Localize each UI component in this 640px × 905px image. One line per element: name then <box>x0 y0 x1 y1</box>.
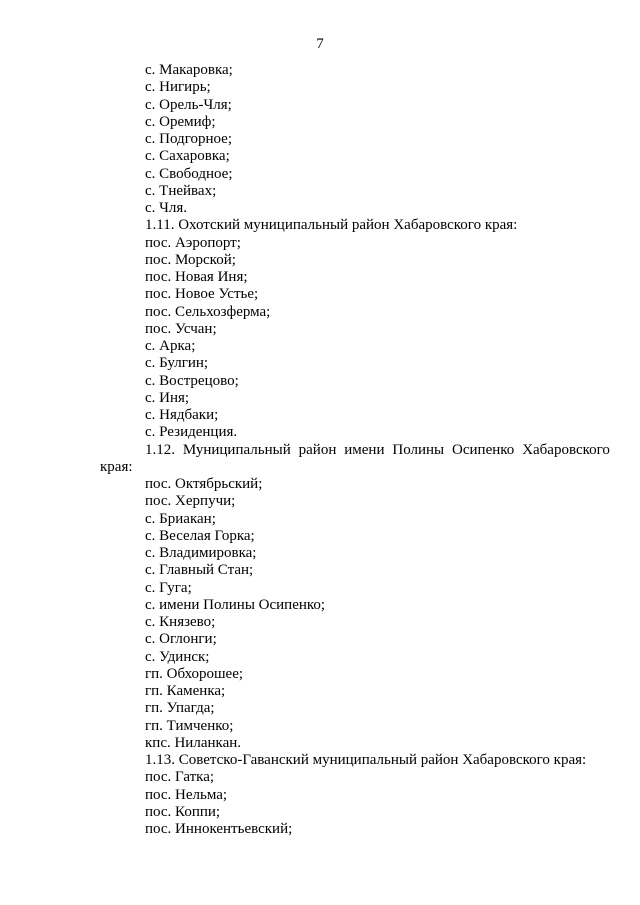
list-item: с. имени Полины Осипенко; <box>145 596 326 613</box>
section-heading-1-13: 1.13. Советско-Гаванский муниципальный район Хабаровского края: <box>145 752 587 768</box>
section-heading-1-11: 1.11. Охотский муниципальный район Хабаровского края: <box>145 217 518 234</box>
list-item: с. Чля. <box>145 200 188 216</box>
page-number: 7 <box>316 36 324 52</box>
list-item: с. Гуга; <box>145 579 192 596</box>
list-item: с. Тнейвах; <box>145 182 217 199</box>
list-item: с. Владимировка; <box>145 545 257 561</box>
list-item: с. Оремиф; <box>145 113 216 130</box>
list-item: пос. Октябрьский; <box>145 476 263 492</box>
list-item: пос. Сельхозферма; <box>145 303 271 320</box>
list-item: пос. Новая Иня; <box>145 269 248 285</box>
list-item: пос. Усчан; <box>145 320 217 337</box>
list-item: с. Свободное; <box>145 165 233 182</box>
list-item: пос. Коппи; <box>145 803 221 820</box>
heading-word: Осипенко <box>452 441 515 458</box>
section-heading-continuation: края: <box>100 458 133 475</box>
list-item: с. Вострецово; <box>145 372 239 389</box>
list-item: с. Резиденция. <box>145 424 238 441</box>
list-item: с. Удинск; <box>145 648 210 665</box>
list-item: гп. Упагда; <box>145 700 215 717</box>
heading-word: Полины <box>392 441 445 458</box>
heading-word: Муниципальный <box>182 441 291 458</box>
heading-word: 1.12. <box>145 441 175 458</box>
heading-word: имени <box>344 441 385 458</box>
document-body <box>100 62 610 838</box>
list-item: с. Бриакан; <box>145 510 216 527</box>
list-item: пос. Морской; <box>145 251 236 268</box>
heading-word: Хабаровского <box>522 441 610 458</box>
list-item: с. Иня; <box>145 389 190 406</box>
list-item: с. Оглонги; <box>145 631 217 648</box>
list-item: с. Нядбаки; <box>145 407 219 423</box>
list-item: пос. Нельма; <box>145 786 228 803</box>
list-item: с. Нигирь; <box>145 79 211 96</box>
list-item: с. Главный Стан; <box>145 562 254 579</box>
list-item: пос. Гатка; <box>145 769 215 786</box>
list-item: с. Арка; <box>145 338 196 354</box>
section-heading-1-12 <box>100 442 610 459</box>
list-item: с. Веселая Горка; <box>145 527 255 544</box>
list-item: с. Булгин; <box>145 355 209 372</box>
list-item: гп. Каменка; <box>145 683 226 699</box>
list-item: гп. Обхорошее; <box>145 665 244 682</box>
list-item: пос. Аэропорт; <box>145 234 241 251</box>
list-item: гп. Тимченко; <box>145 717 234 734</box>
list-item: пос. Новое Устье; <box>145 286 259 303</box>
list-item: с. Князево; <box>145 614 216 630</box>
list-item: с. Макаровка; <box>145 62 233 78</box>
list-item: с. Орель-Чля; <box>145 96 232 113</box>
heading-word: район <box>298 441 337 458</box>
list-item: с. Сахаровка; <box>145 148 230 165</box>
list-item: с. Подгорное; <box>145 131 233 147</box>
list-item: кпс. Ниланкан. <box>145 734 241 751</box>
list-item: пос. Иннокентьевский; <box>145 821 293 837</box>
list-item: пос. Херпучи; <box>145 493 236 510</box>
